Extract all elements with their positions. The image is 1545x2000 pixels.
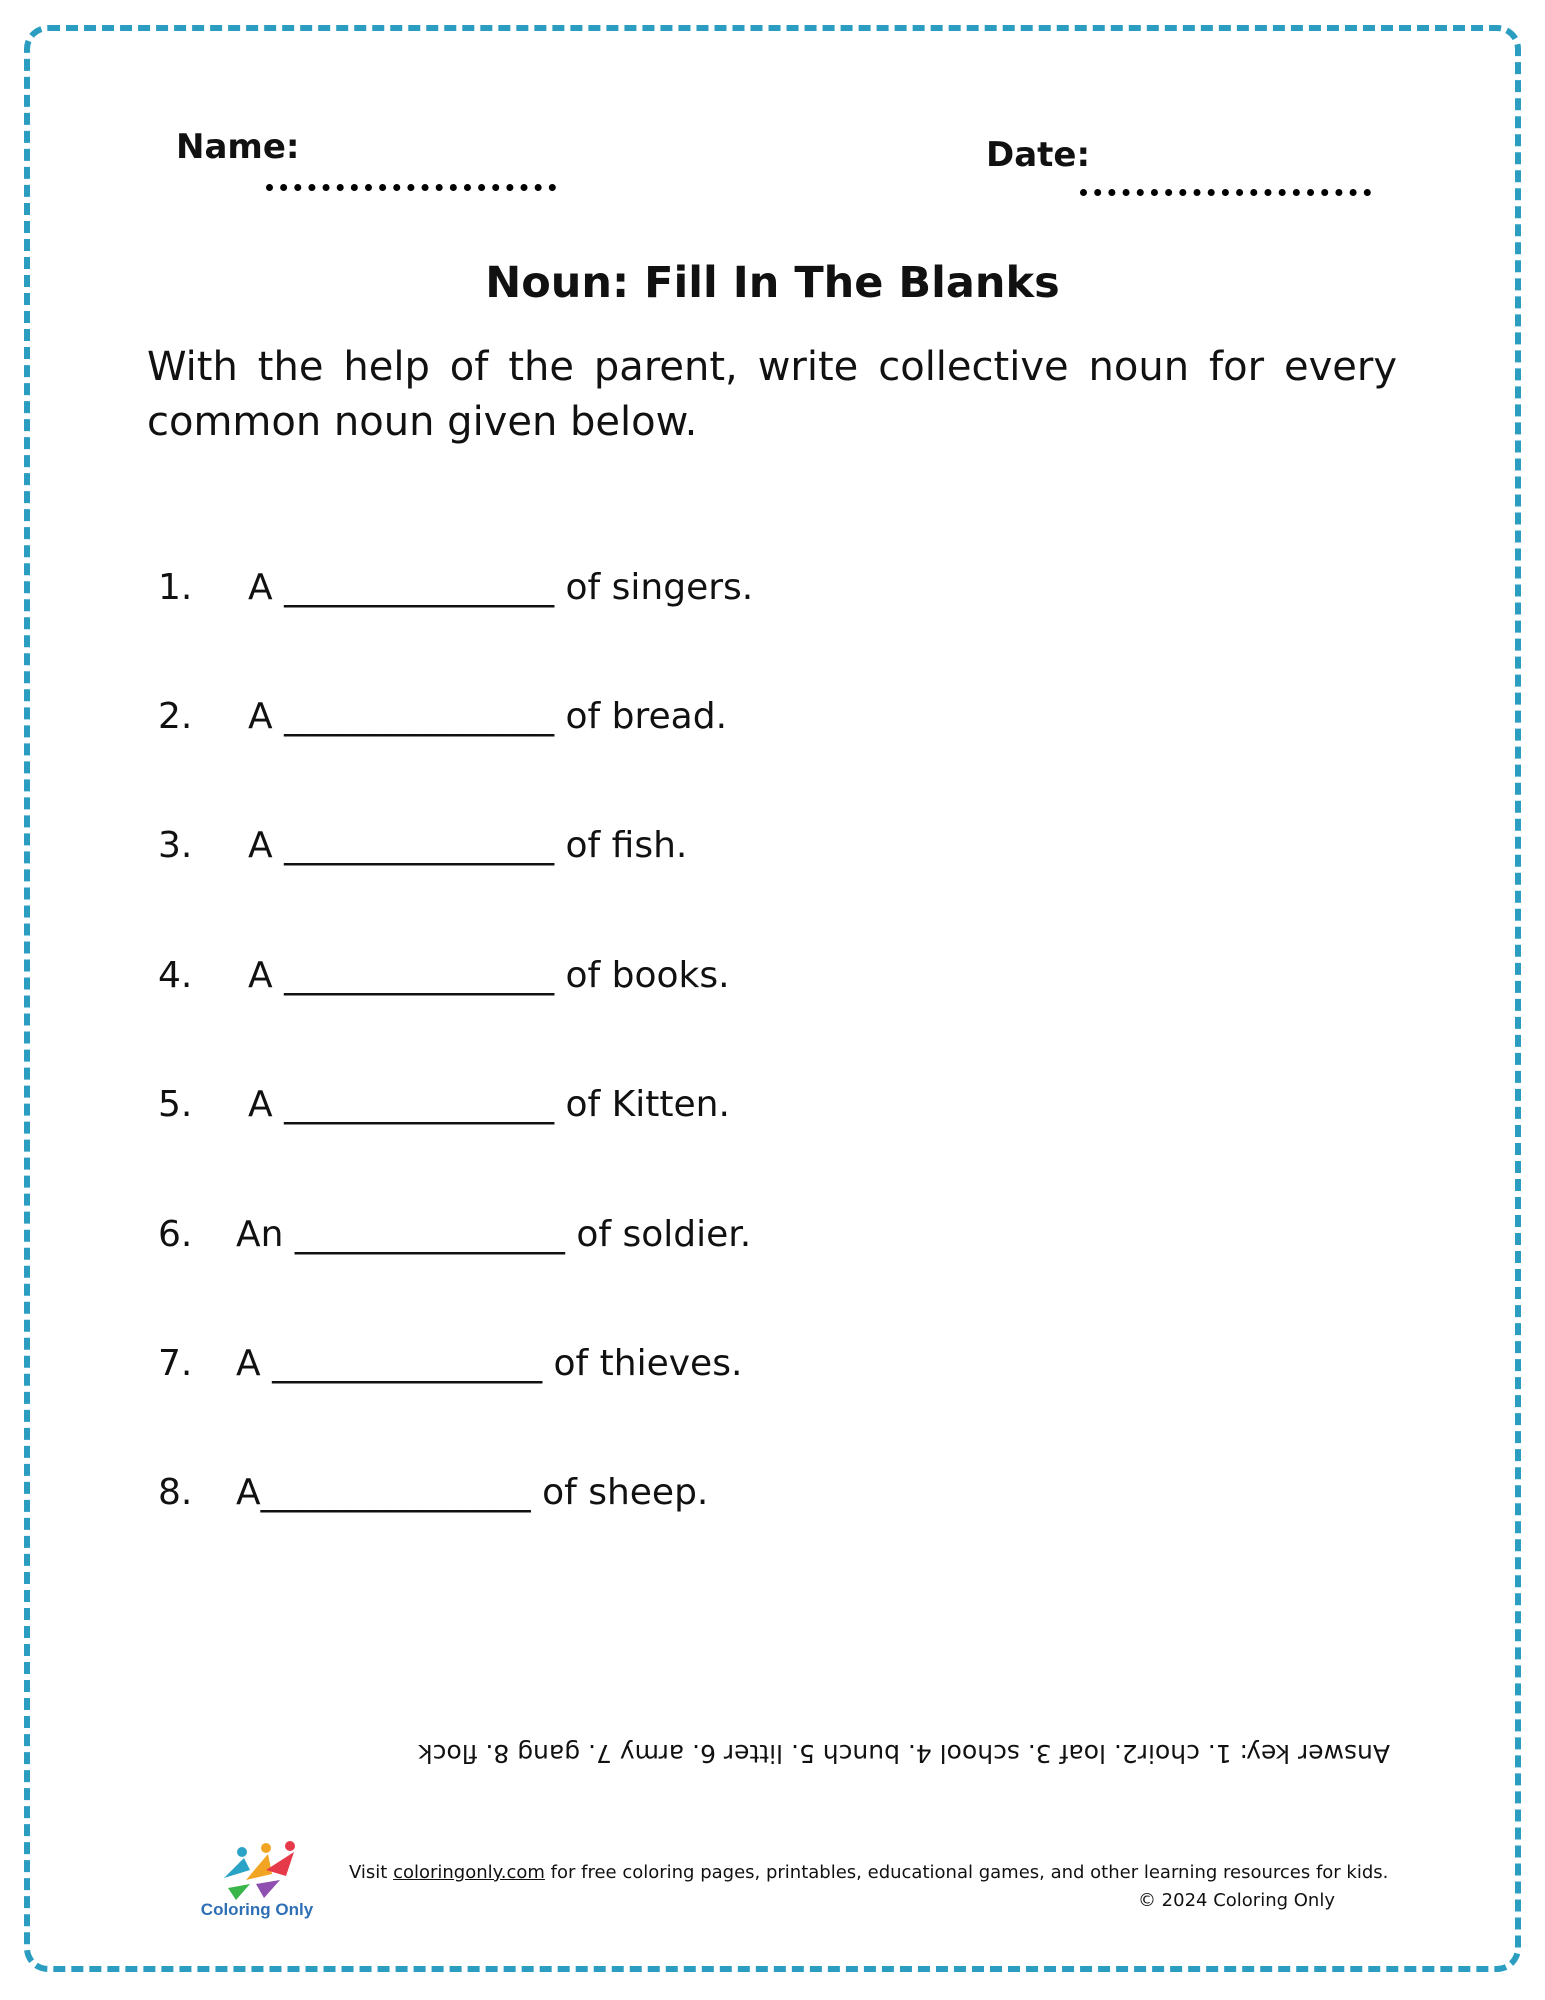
footer-website-link[interactable]: coloringonly.com <box>393 1862 545 1883</box>
question-text: A _______________ of bread. <box>248 696 728 737</box>
name-label: Name: <box>176 127 300 167</box>
coloring-only-logo[interactable] <box>192 1840 322 1920</box>
question-item <box>0 816 1100 876</box>
question-item <box>0 1463 1100 1523</box>
name-field-line[interactable] <box>266 184 556 191</box>
logo-figures-icon <box>216 1840 298 1900</box>
footer-visit-text <box>349 1862 1388 1884</box>
question-number: 4. <box>158 955 193 996</box>
question-number: 7. <box>158 1343 193 1384</box>
instructions-text: With the help of the parent, write collective noun for every common noun given below. <box>147 344 1397 445</box>
question-number: 3. <box>158 825 193 866</box>
date-label: Date: <box>986 135 1091 175</box>
question-number: 1. <box>158 567 193 608</box>
question-item <box>0 558 1100 618</box>
logo-text: Coloring Only <box>200 1900 314 1919</box>
question-number: 6. <box>158 1214 193 1255</box>
question-number: 5. <box>158 1084 193 1125</box>
footer-copyright: © 2024 Coloring Only <box>1137 1890 1335 1911</box>
footer-visit-suffix: for free coloring pages, printables, educational games, and other learning resources for kids. <box>544 1862 1389 1883</box>
question-item <box>0 687 1100 747</box>
question-number: 8. <box>158 1472 193 1513</box>
question-item <box>0 1205 1100 1265</box>
question-text: A _______________ of thieves. <box>236 1343 743 1384</box>
question-text: A_______________ of sheep. <box>236 1472 709 1513</box>
question-item <box>0 1075 1100 1135</box>
question-item <box>0 1334 1100 1394</box>
footer-visit-prefix: Visit <box>349 1862 394 1883</box>
question-item <box>0 946 1100 1006</box>
question-text: A _______________ of fish. <box>248 825 688 866</box>
date-field-line[interactable] <box>1080 189 1371 196</box>
worksheet-title: Noun: Fill In The Blanks <box>485 258 1060 308</box>
question-text: An _______________ of soldier. <box>236 1214 752 1255</box>
answer-key-upside-down: Answer key: 1. choir2. loaf 3. school 4. bunch 5. litter 6. army 7. gang 8. flock <box>418 1739 1390 1768</box>
question-number: 2. <box>158 696 193 737</box>
question-text: A _______________ of books. <box>248 955 730 996</box>
question-text: A _______________ of Kitten. <box>248 1084 730 1125</box>
question-text: A _______________ of singers. <box>248 567 754 608</box>
